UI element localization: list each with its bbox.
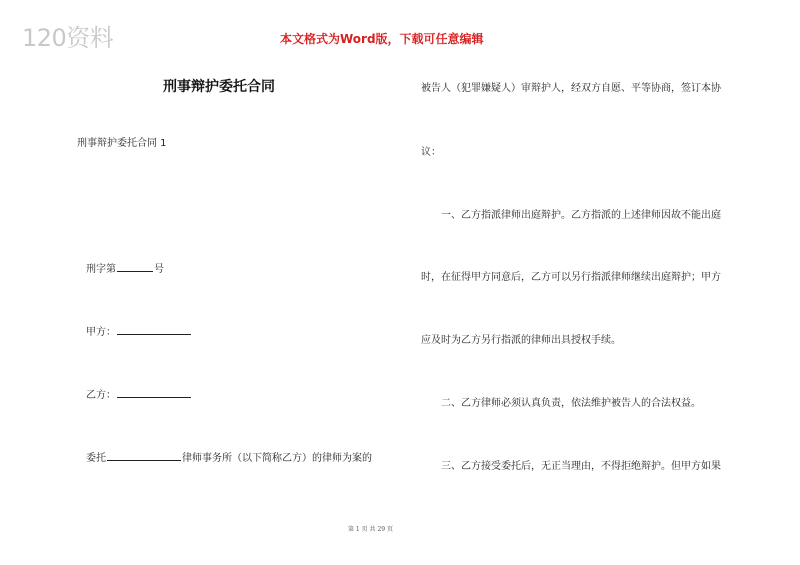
party-a-line	[86, 323, 192, 338]
case-number-suffix: 号	[154, 264, 164, 275]
paragraph-line: 三、乙方接受委托后，无正当理由，不得拒绝辩护。但甲方如果	[441, 461, 721, 472]
page-number: 第 1 页 共 29 页	[348, 526, 393, 533]
party-b-label: 乙方：	[86, 390, 116, 401]
party-a-blank	[117, 324, 191, 335]
paragraph-line: 时，在征得甲方同意后，乙方可以另行指派律师继续出庭辩护；甲方	[421, 272, 721, 283]
paragraph-line: 一、乙方指派律师出庭辩护。乙方指派的上述律师因故不能出庭	[441, 210, 721, 221]
watermark-logo: 120资料	[22, 24, 114, 52]
party-b-line	[86, 386, 192, 401]
case-number-blank	[117, 261, 153, 272]
entrust-line	[86, 449, 372, 464]
contract-subtitle: 刑事辩护委托合同 1	[77, 138, 167, 149]
entrust-prefix: 委托	[86, 453, 106, 464]
paragraph-line: 被告人（犯罪嫌疑人）审辩护人，经双方自愿、平等协商，签订本协	[421, 83, 721, 94]
party-b-blank	[117, 387, 191, 398]
party-a-label: 甲方：	[86, 327, 116, 338]
document-title: 刑事辩护委托合同	[163, 79, 275, 95]
case-number-line	[86, 260, 164, 275]
paragraph-line: 应及时为乙方另行指派的律师出具授权手续。	[421, 335, 621, 346]
paragraph-line: 二、乙方律师必须认真负责，依法维护被告人的合法权益。	[441, 398, 701, 409]
editable-format-banner: 本文格式为Word版，下载可任意编辑	[280, 32, 484, 46]
case-number-prefix: 刑字第	[86, 264, 116, 275]
entrust-blank	[107, 450, 181, 461]
entrust-suffix: 律师事务所（以下简称乙方）的律师为案的	[182, 453, 372, 464]
paragraph-line: 议：	[421, 147, 441, 158]
